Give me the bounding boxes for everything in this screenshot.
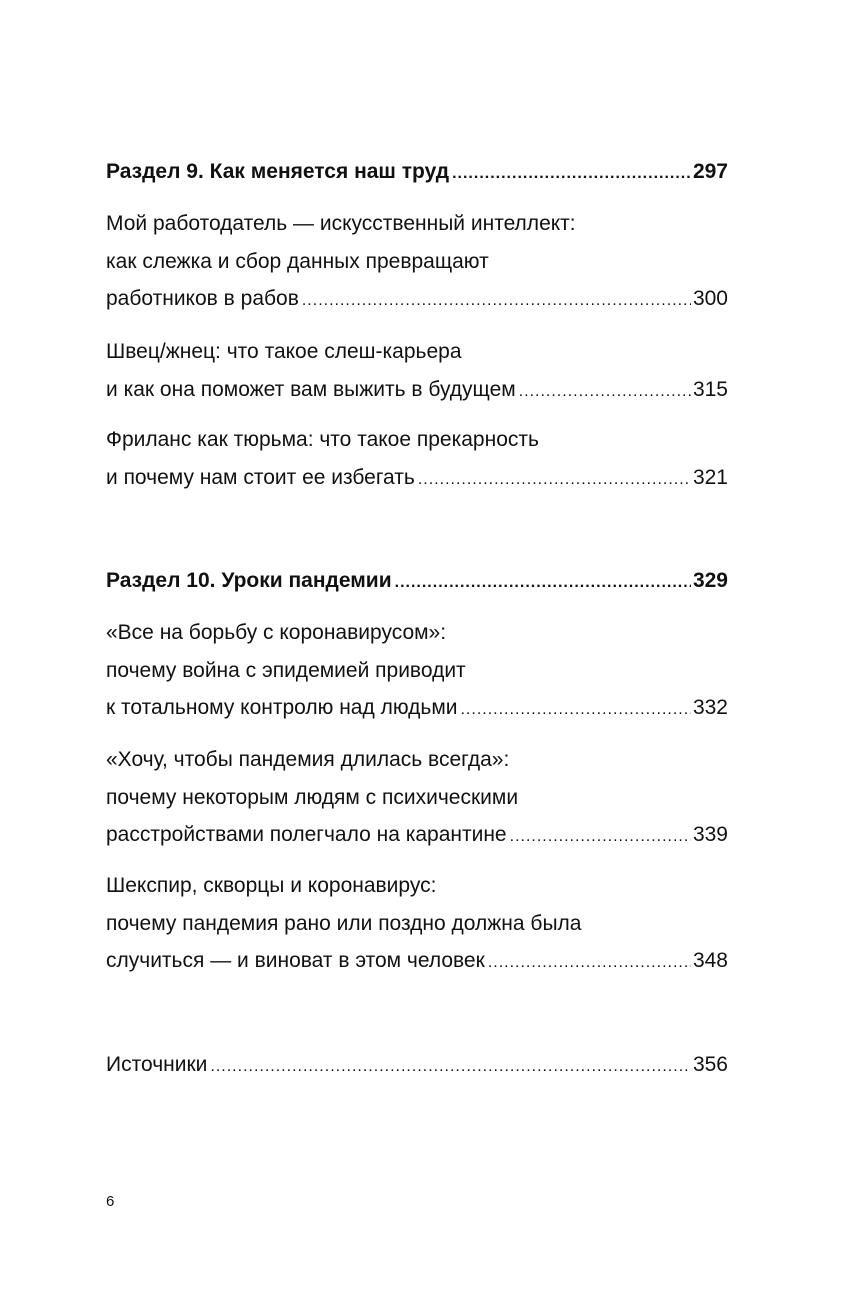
toc-section-9: [106, 153, 728, 193]
section-title: Раздел 10. Уроки пандемии: [106, 569, 392, 592]
entry-line: [106, 779, 728, 817]
dot-leader: [488, 944, 691, 982]
page-number: 356: [692, 1053, 728, 1076]
dot-leader: [395, 564, 691, 602]
page-number: 321: [692, 465, 728, 489]
entry-line: [106, 205, 728, 243]
entry-text: к тотальному контролю над людьми: [106, 696, 458, 719]
section-heading: [106, 153, 728, 193]
entry-line: [106, 333, 728, 371]
entry-line: [106, 243, 728, 281]
entry-text: Швец/жнец: что такое слеш-карьера: [106, 340, 462, 363]
entry-text: почему некоторым людям с психическими: [106, 785, 519, 809]
entry-text: почему пандемия рано или поздно должна была: [106, 911, 582, 935]
entry-text: работников в рабов: [106, 287, 299, 310]
toc-entry: [106, 421, 728, 498]
entry-line: [106, 459, 728, 499]
page-number: 300: [692, 287, 728, 310]
entry-text: «Все на борьбу с коронавирусом»:: [106, 621, 447, 644]
entry-text: как слежка и сбор данных превращают: [106, 249, 489, 273]
toc-entry: [106, 867, 728, 982]
entry-line: [106, 371, 728, 411]
dot-leader: [452, 155, 691, 193]
page-number: 329: [692, 569, 728, 592]
entry-text: Шекспир, скворцы и коронавирус:: [106, 874, 437, 897]
page-number: 297: [692, 160, 728, 183]
entry-line: [106, 614, 728, 652]
dot-leader: [418, 461, 691, 499]
entry-text: случиться — и виноват в этом человек: [106, 949, 485, 972]
dot-leader: [460, 691, 690, 729]
entry-text: почему война с эпидемией приводит: [106, 658, 466, 682]
page-number: 339: [692, 823, 728, 846]
entry-line: [106, 689, 728, 729]
section-title: Раздел 9. Как меняется наш труд: [106, 160, 450, 183]
sources-line: [106, 1046, 728, 1086]
entry-text: «Хочу, чтобы пандемия длилась всегда»:: [106, 748, 510, 771]
toc-entry: [106, 205, 728, 320]
toc-sources: [106, 1046, 728, 1086]
entry-line: [106, 867, 728, 905]
entry-text: и почему нам стоит ее избегать: [106, 465, 415, 489]
dot-leader: [510, 818, 691, 856]
page-number: 348: [692, 949, 728, 972]
section-heading: [106, 562, 728, 602]
entry-line: [106, 816, 728, 856]
page-number: 315: [692, 377, 728, 401]
entry-text: Мой работодатель — искусственный интеллект:: [106, 212, 576, 235]
entry-line: [106, 280, 728, 320]
dot-leader: [302, 282, 691, 320]
sources-label: Источники: [106, 1053, 208, 1076]
entry-line: [106, 652, 728, 690]
toc-entry: [106, 741, 728, 856]
entry-text: Фриланс как тюрьма: что такое прекарность: [106, 428, 539, 451]
entry-text: и как она поможет вам выжить в будущем: [106, 377, 516, 401]
toc-section-10: [106, 562, 728, 602]
dot-leader: [519, 373, 691, 411]
toc-entry: [106, 333, 728, 410]
dot-leader: [210, 1048, 691, 1086]
toc-entry: [106, 614, 728, 729]
entry-line: [106, 741, 728, 779]
page-number: 332: [692, 696, 728, 719]
folio-page-number: 6: [106, 1193, 115, 1210]
entry-line: [106, 942, 728, 982]
entry-line: [106, 421, 728, 459]
entry-text: расстройствами полегчало на карантине: [106, 823, 507, 846]
entry-line: [106, 905, 728, 943]
